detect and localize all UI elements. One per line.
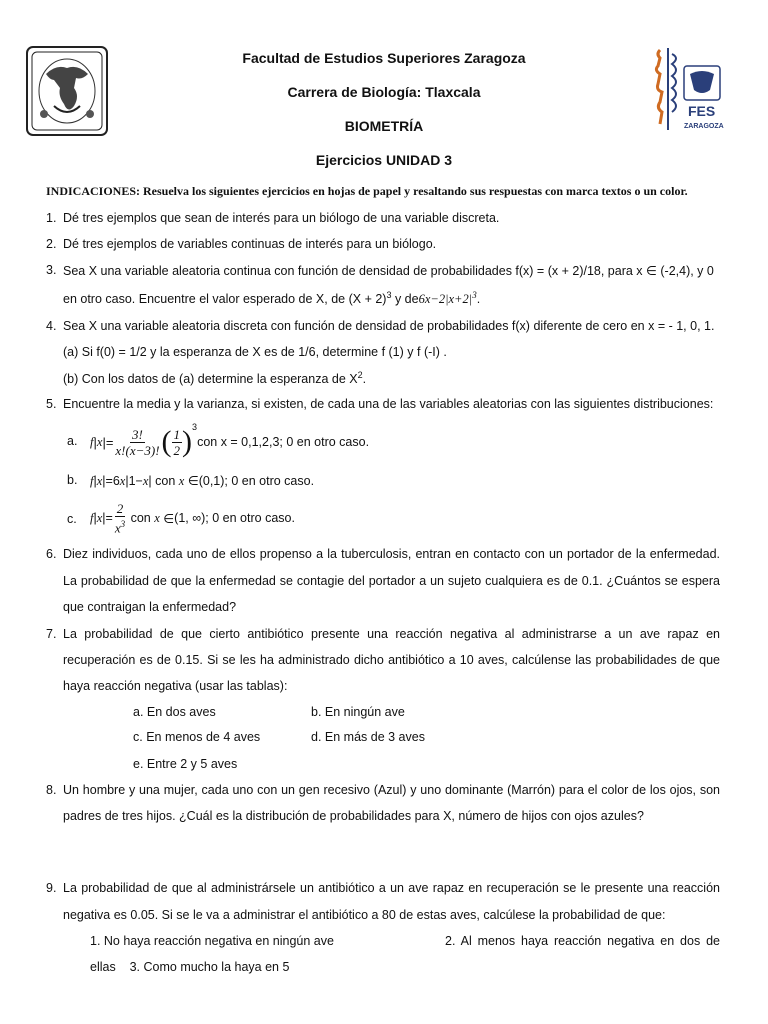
- instructions: [46, 184, 736, 199]
- item-7-option-b: b. En ningún ave: [311, 705, 405, 719]
- item-4-text-line2: (a) Si f(0) = 1/2 y la esperanza de X es de 1/6, determine f (1) y f (-I) .: [63, 345, 447, 359]
- item-9-text-line1: La probabilidad de que al administrársele un antibiótico a un ave rapaz en recuperación se le presente una reacción: [63, 881, 720, 895]
- item-9-option-3: ellas 3. Como mucho la haya en 5: [90, 960, 290, 974]
- item-3-text-line2-part1: en otro caso. Encuentre el valor esperado de X, de (X + 2): [63, 292, 387, 307]
- zaragoza-logo-text: ZARAGOZA: [684, 123, 724, 130]
- item-5b-text2: (0,1); 0 en otro caso.: [198, 474, 315, 488]
- item-2-number: 2.: [46, 237, 57, 251]
- page-title: Ejercicios UNIDAD 3: [315, 152, 453, 168]
- item-5b-text: con: [151, 474, 179, 488]
- item-6-text-line2: La probabilidad de que la enfermedad se contagie del portador a un sujeto cualquiera es de 0.1. ¿Cuántos se espera: [63, 574, 720, 588]
- item-7-text-line2: recuperación es de 0.15. Si se les ha administrado dicho antibiótico a 10 aves, calcúlense las probabilidades de que: [63, 653, 720, 667]
- faculty-heading: Facultad de Estudios Superiores Zaragoza: [242, 50, 526, 66]
- item-3-formula: $6x-2|x+2|^3$: [418, 290, 477, 307]
- item-7-number: 7.: [46, 627, 57, 641]
- item-5-number: 5.: [46, 397, 57, 411]
- item-8-number: 8.: [46, 783, 57, 797]
- item-6-number: 6.: [46, 547, 57, 561]
- item-9-option-1: 1. No haya reacción negativa en ningún ave: [90, 934, 334, 948]
- item-9-number: 9.: [46, 881, 57, 895]
- item-5c-text2: (1, ∞); 0 en otro caso.: [174, 511, 295, 525]
- item-9-text-line2: negativa es 0.05. Si se le va a administrar el antibiótico a 80 de estas aves, calcúlese la probabilidad de que:: [63, 908, 666, 922]
- item-3-text-line2-part2: y de: [391, 292, 419, 307]
- item-2-text: Dé tres ejemplos de variables continuas de interés para un biólogo.: [63, 237, 437, 251]
- item-5b-formula: f|x|=6x|1−x| con x ∈(0,1); 0 en otro caso.: [90, 474, 315, 488]
- item-5-text: Encuentre la media y la varianza, si existen, de cada una de las variables aleatorias con las siguientes distribuciones:: [63, 397, 714, 411]
- item-3-text-line1: Sea X una variable aleatoria continua con función de densidad de probabilidades f(x) = (x + 2)/18, para x ∈ (-2,4), y 0: [63, 264, 714, 278]
- item-3-number: 3.: [46, 263, 57, 277]
- item-9-option-2: 2. Al menos haya reacción negativa en dos de: [445, 934, 720, 948]
- item-4-text-line3-part2: .: [362, 372, 367, 387]
- career-heading: Carrera de Biología: Tlaxcala: [287, 84, 481, 100]
- item-4-number: 4.: [46, 319, 57, 333]
- item-7-text-line1: La probabilidad de que cierto antibiótico presente una reacción negativa al administrarse a un ave rapaz en: [63, 627, 720, 641]
- item-7-text-line3: haya reacción negativa (usar las tablas):: [63, 679, 288, 693]
- item-5c-label: c.: [67, 512, 77, 526]
- item-4-text-line1: Sea X una variable aleatoria discreta con función de densidad de probabilidades f(x) diferente de cero en x = - 1, 0, 1.: [63, 319, 715, 333]
- item-7-option-d: d. En más de 3 aves: [311, 730, 425, 744]
- item-3-text-line2: en otro caso. Encuentre el valor esperado de X, de $(X + 2)^3$ y $de6x-2|x+2|^3$.: [63, 290, 481, 307]
- item-8-text-line1: Un hombre y una mujer, cada uno con un gen recesivo (Azul) y uno dominante (Marrón) para el color de los ojos, son: [63, 783, 720, 797]
- item-5a-formula: f | x |= $\frac{3!}{x!(x-3)!}$ ( $\frac{1}{2}$ ) $^3$ con x = 0,1,2,3; 0 en otro caso.: [90, 422, 370, 458]
- item-4-text-line3-part1: (b) Con los datos de (a) determine la esperanza de X: [63, 372, 358, 387]
- item-5c-text: con: [127, 511, 155, 525]
- item-6-text-line3: que contraigan la enfermedad?: [63, 600, 237, 614]
- instructions-label: INDICACIONES:: [46, 184, 141, 198]
- item-7-option-e: e. Entre 2 y 5 aves: [133, 757, 238, 771]
- item-7-option-c: c. En menos de 4 aves: [133, 730, 261, 744]
- item-1-number: 1.: [46, 211, 57, 225]
- item-4-text-line3: (b) Con los datos de (a) determine la esperanza de $X^2$.: [63, 370, 367, 387]
- course-heading: BIOMETRÍA: [344, 118, 424, 134]
- item-1-text: Dé tres ejemplos que sean de interés para un biólogo de una variable discreta.: [63, 211, 500, 225]
- item-7-option-a: a. En dos aves: [133, 705, 216, 719]
- item-6-text-line1: Diez individuos, cada uno de ellos propenso a la tuberculosis, entran en contacto con un portador de la enfermedad.: [63, 547, 720, 561]
- fes-logo-text: FES: [688, 103, 716, 119]
- item-5a-text: con x = 0,1,2,3; 0 en otro caso.: [197, 435, 370, 449]
- item-5a-label: a.: [67, 434, 78, 448]
- item-8-text-line2: padres de tres hijos. ¿Cuál es la distribución de probabilidades para X, número de hijos con ojos azules?: [63, 809, 644, 823]
- item-5c-formula: f | x |= $\frac{2}{x^3}$ con x ∈ (1, ∞); 0 en otro caso.: [90, 500, 295, 536]
- item-5b-label: b.: [67, 473, 78, 487]
- instructions-text: Resuelva los siguientes ejercicios en hojas de papel y resaltando sus respuestas con marca textos o un color.: [140, 184, 688, 198]
